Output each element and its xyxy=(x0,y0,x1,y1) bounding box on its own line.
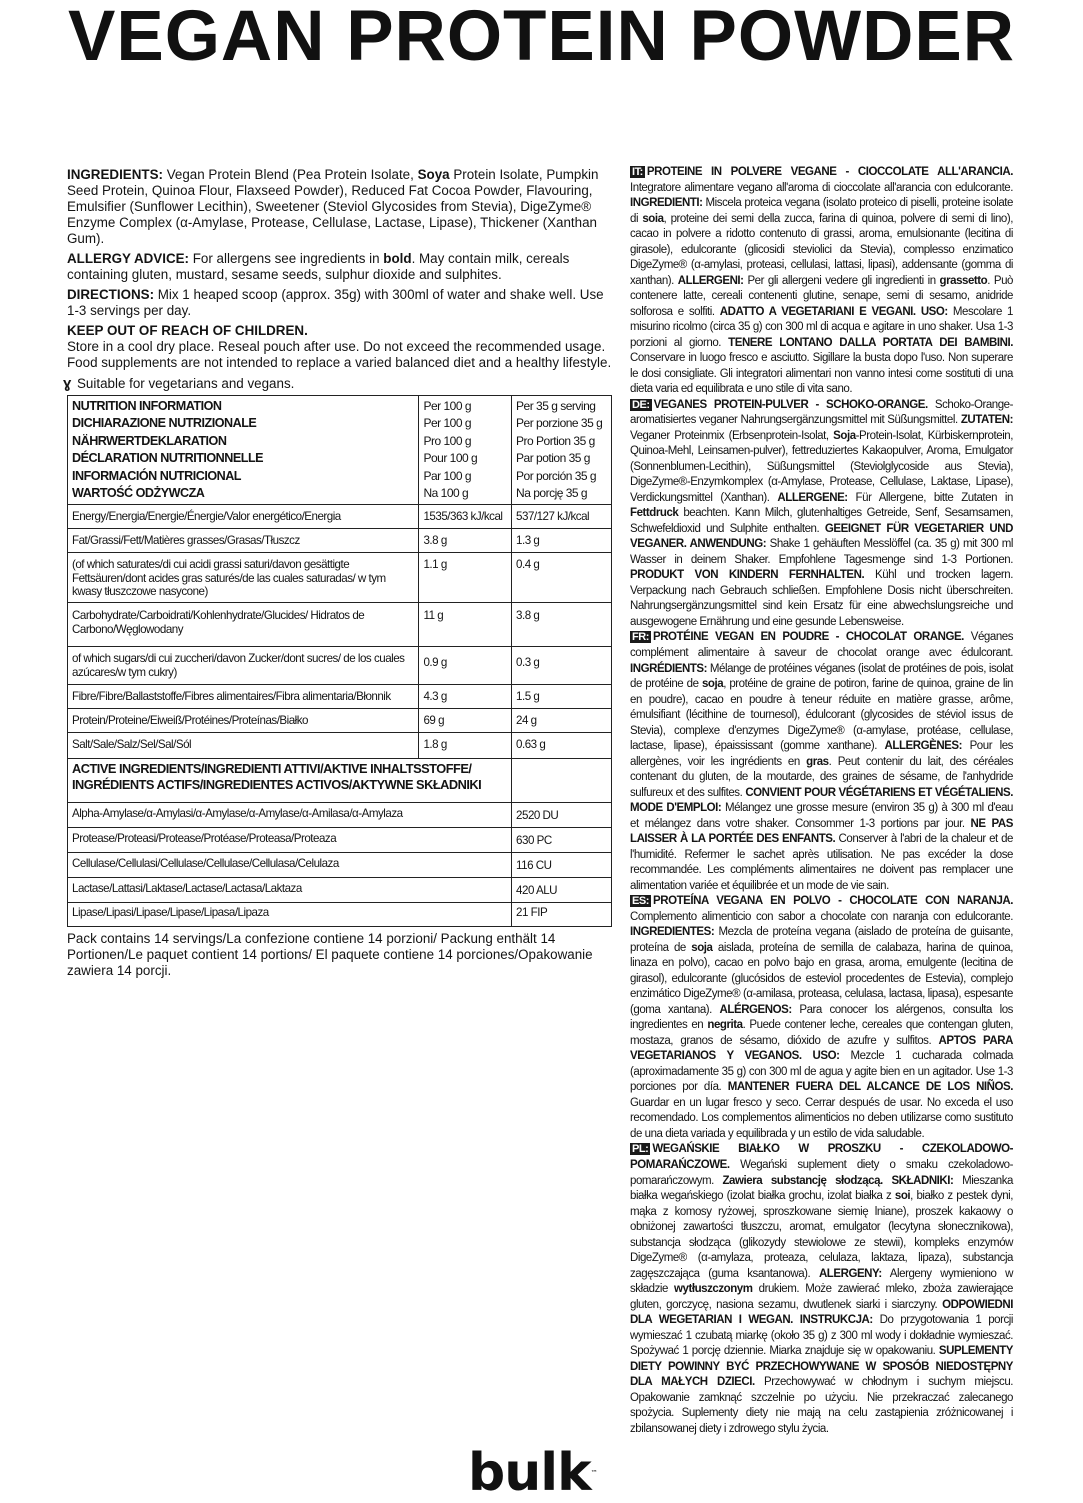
table-row: Lipase/Lipasi/Lipase/Lipase/Lipasa/Lipaza 21 FIP xyxy=(68,903,612,927)
table-row: of which sugars/di cui zuccheri/davon Zucker/dont sucres/ de los cuales azúcares/w tym cukry) 0.9 g 0.3 g xyxy=(68,647,612,685)
keep-out-warning: KEEP OUT OF REACH OF CHILDREN. xyxy=(67,323,308,338)
spanish-section: ES: PROTEÍNA VEGANA EN POLVO - CHOCOLATE CON NARANJA. Complemento alimenticio con sabor a chocolate con naranja con edulcorante. INGREDIENTES: Mezcla de proteína vegana (aislado de proteína de guisante, proteína de soja aislada, proteína de semilla de calabaza, harina de quinoa, linaza en polvo), cacao en polvo bajo en grasa, aroma, emulgente (lecitina de girasol), edulcorante (glucósidos de esteviol procedentes de Estevia), complejo enzimático DigeZyme® (α-amilasa, proteasa, celulasa, lactasa, lipasa), espesante (goma xantana). ALÉRGENOS: Para conocer los alérgenos, consulta los ingredientes en negrita. Puede contener leche, cereales que contengan gluten, mostaza, granos de sésamo, dióxido de azufre y sulfitos. APTOS PARA VEGETARIANOS Y VEGANOS. USO: Mezcle 1 cucharada colmada (aproximadamente 35 g) con 300 ml de agua y agite bien en un agitador. Use 1-3 porciones por día. MANTENER FUERA DEL ALCANCE DE LOS NIÑOS. Guardar en un lugar fresco y seco. Cerrar después de usar. No exceda el uso recomendado. Los complementos alimenticios no deben utilizarse como sustituto de una dieta variada y equilibrada y un estilo de vida saludable. xyxy=(630,895,1014,1140)
ingredients-label: INGREDIENTS: xyxy=(67,167,163,182)
lang-tag-es: ES: xyxy=(632,895,649,908)
polish-section: PL: WEGAŃSKIE BIAŁKO W PROSZKU - CZEKOLADOWO-POMARAŃCZOWE. Wegański suplement diety o smaku czekoladowo-pomarańczowym. Zawiera substancję słodzącą. SKŁADNIKI: Mieszanka białka wegańskiego (izolat białka grochu, izolat białka z soi, białko z pestek dyni, mąka z komosy ryżowej, sproszkowane siemię lniane), proszek kakaowy o obniżonej zawartości tłuszczu, aromat, emulgator (lecytyna słonecznikowa), substancja słodząca (glikozydy stewiolowe ze stewii), kompleks enzymów DigeZyme® (α-amylaza, proteaza, celulaza, laktaza, lipaza), substancja zagęszczająca (guma ksantanowa). ALERGENY: Alergeny wymieniono w składzie wytłuszczonym drukiem. Może zawierać mleko, zboża zawierające gluten, gorczycę, nasiona sezamu, dwutlenek siarki i siarczyny. ODPOWIEDNI DLA WEGETARIAN I WEGAN. INSTRUKCJA: Do przygotowania 1 porcji wymieszać 1 czubatą miarkę (około 35 g) z 300 ml wody i dokładnie wymieszać. Spożywać 1 porcję dziennie. Miarka znajduje się w opakowaniu. SUPLEMENTY DIETY POWINNY BYĆ PRZECHOWYWANE W SPOSÓB NIEDOSTĘPNY DLA MAŁYCH DZIECI. Przechowywać w chłodnym i suchym miejscu. Opakowanie zamknąć szczelnie po użyciu. Nie przekraczać zalecanego spożycia. Suplementy diety nie mają na celu zastąpienia zróżnicowanej i zbilansowanej diety i zdrowego stylu życia. xyxy=(630,1143,1014,1435)
ingredients-paragraph: INGREDIENTS: Vegan Protein Blend (Pea Protein Isolate, Soya Protein Isolate, Pumpkin Seed Protein, Quinoa Flour, Flaxseed Powder), Reduced Fat Cocoa Powder, Flavouring, Emulsifier (Sunflower Lecithin), Sweetener (Steviol Glycosides from Stevia), DigeZyme® Enzyme Complex (α-Amylase, Protease, Cellulase, Lactase, Lipase), Thickener (Xanthan Gum). xyxy=(67,167,599,246)
italian-section: IT: PROTEINE IN POLVERE VEGANE - CIOCCOLATE ALL'ARANCIA. Integratore alimentare vegano all'aroma di cioccolate all'arancia con edulcorante. INGREDIENTI: Miscela proteica vegana (isolato proteico di piselli, proteine isolate di soia, proteine dei semi della zucca, farina di quinoa, polvere di semi di lino), cacao in polvere a ridotto contenuto di grassi, aroma, emulsionante (lecitina di girasole), edulcorante (glicosidi steviolici da Stevia), complesso enzimatico DigeZyme® (α-amylasi, proteasi, cellulasi, lattasi, lipasi), addensante (gomma di xanthan). ALLERGENI: Per gli allergeni vedere gli ingredienti in grassetto. Può contenere latte, cereali contenenti glutine, senape, semi di sesamo, anidride solforosa e solfiti. ADATTO A VEGETARIANI E VEGANI. USO: Mescolare 1 misurino ricolmo (circa 35 g) con 300 ml di acqua e agitare in uno shaker. Usa 1-3 porzioni al giorno. TENERE LONTANO DALLA PORTATA DEI BAMBINI. Conservare in luogo fresco e asciutto. Sigillare la busta dopo l'uso. Non superare le dosi consigliate. Gli integratori alimentari non vanno intesi come sostituti di una dieta varia ed equilibrata e uno stile di vita sano. xyxy=(630,166,1013,396)
english-label-column xyxy=(63,167,612,993)
multilingual-column xyxy=(630,165,1013,1437)
lang-tag-it: IT: xyxy=(632,166,643,178)
table-row: Fat/Grassi/Fett/Matières grasses/Grasas/Tłuszcz 3.8 g 1.3 g xyxy=(68,529,612,553)
bulk-logo: bulk™ xyxy=(468,1443,597,1503)
table-row: Salt/Sale/Salz/Sel/Sal/Sól 1.8 g 0.63 g xyxy=(68,733,612,759)
lang-tag-pl: PL: xyxy=(632,1143,649,1156)
table-row: Alpha-Amylase/α-Amylasi/α-Amylase/α-Amylase/α-Amilasa/α-Amylaza 2520 DU xyxy=(68,803,612,828)
french-section: FR: PROTÉINE VEGAN EN POUDRE - CHOCOLAT ORANGE. Véganes complément alimentaire à saveur de chocolat orange avec édulcorant. INGRÉDIENTS: Mélange de protéines véganes (isolat de protéines de pois, isolat de protéine de soja, protéine de graine de potiron, farine de quinoa, graine de lin en poudre), cacao en poudre à teneur réduite en matière grasse, arôme, émulsifiant (lécithine de tournesol), édulcorant (glycosides de stéviol issus de Stevia), complexe d'enzymes DigeZyme® (α-amylase, protéase, cellulase, lactase, lipase), épaississant (gomme xanthane). ALLERGÈNES: Pour les allergènes, voir les ingrédients en gras. Peut contenir du lait, des céréales contenant du gluten, de la moutarde, des graines de sésame, de l'anhydride sulfureux et des sulfites. CONVIENT POUR VÉGÉTARIENS ET VÉGÉTALIENS. MODE D'EMPLOI: Mélangez une grosse mesure (environ 35 g) à 300 ml d'eau et mélangez dans votre shaker. Consommer 1-3 portions par jour. NE PAS LAISSER À LA PORTÉE DES ENFANTS. Conserver à l'abri de la chaleur et de l'humidité. Refermer le sachet après utilisation. Ne pas excéder la dose recommandée. Les compléments alimentaires ne doivent pas remplacer une alimentation variée et équilibrée et un mode de vie sain. xyxy=(630,631,1014,892)
table-row: Carbohydrate/Carboidrati/Kohlenhydrate/Glucides/ Hidratos de Carbono/Węglowodany 11 g 3.8 g xyxy=(68,603,612,647)
table-row: Energy/Energia/Energie/Énergie/Valor energético/Energia 1535/363 kJ/kcal 537/127 kJ/kcal xyxy=(68,505,612,529)
per-100g-header: Per 100 g Per 100 g Pro 100 g Pour 100 g Par 100 g Na 100 g xyxy=(419,396,512,505)
page-title: VEGAN PROTEIN POWDER xyxy=(67,0,1016,76)
storage-paragraph: Store in a cool dry place. Reseal pouch after use. Do not exceed the recommended usage. Food supplements are not intended to replace a varied balanced diet and a healthy lifestyle. xyxy=(67,339,612,370)
nutrition-title-cell: NUTRITION INFORMATION DICHIARAZIONE NUTRIZIONALE NÄHRWERTDEKLARATION DÉCLARATION NUTRITIONNELLE INFORMACIÓN NUTRICIONAL WARTOŚĆ ODŻYWCZA xyxy=(68,396,419,505)
german-section: DE: VEGANES PROTEIN-PULVER - SCHOKO-ORANGE. Schoko-Orange-aromatisiertes veganer Nahrungsergänzungsmittel mit Süßungsmittel. ZUTATEN: Veganer Proteinmix (Erbsenprotein-Isolat, Soja-Protein-Isolat, Kürbiskernprotein, Quinoa-Mehl, Leinsamen-pulver), fettreduziertes Kakaopulver, Aroma, Emulgator (Sonnenblumen-Lecithin), Süßungsmittel (Steviolglycoside aus Stevia), DigeZyme®-Enzymkomplex (α-Amylase, Protease, Cellulase, Laktase, Lipase), Verdickungsmittel (Xanthan). ALLERGENE: Für Allergene, bitte Zutaten in Fettdruck beachten. Kann Milch, glutenhaltiges Getreide, Senf, Sesamsamen, Schwefeldioxid und Sulphite enthalten. GEEIGNET FÜR VEGETARIER UND VEGANER. ANWENDUNG: Shake 1 gehäuften Messlöffel (ca. 35 g) mit 300 ml Wasser in deinem Shaker. Empfohlene Tagesmenge sind 1-3 Portionen. PRODUKT VON KINDERN FERNHALTEN. Kühl und trocken lagern. Verpackung nach Gebrauch schließen. Empfohlene Dosis nicht überschreiten. Nahrungsergänzungsmittel sind kein Ersatz für eine abwechslungsreiche und ausgewogene Ernährung und eine gesunde Lebensweise. xyxy=(630,398,1014,628)
directions-label: DIRECTIONS: xyxy=(67,287,155,302)
allergy-paragraph: ALLERGY ADVICE: For allergens see ingredients in bold. May contain milk, cereals containing gluten, mustard, sesame seeds, sulphur dioxide and sulphites. xyxy=(67,251,570,282)
pack-servings-text: Pack contains 14 servings/La confezione contiene 14 porzioni/ Packung enthält 14 Portionen/Le paquet contient 14 portions/ El paquete contiene 14 porciones/Opakowanie zawiera 14 porcji. xyxy=(67,931,593,979)
table-row: Fibre/Fibre/Ballaststoffe/Fibres alimentaires/Fibra alimentaria/Błonnik 4.3 g 1.5 g xyxy=(68,685,612,709)
allergy-label: ALLERGY ADVICE: xyxy=(67,251,190,266)
leaf-icon: ɣ xyxy=(63,375,72,392)
lang-tag-fr: FR: xyxy=(632,631,649,644)
table-row: Lactase/Lattasi/Laktase/Lactase/Lactasa/Laktaza 420 ALU xyxy=(68,878,612,903)
directions-paragraph: DIRECTIONS: Mix 1 heaped scoop (approx. 35g) with 300ml of water and shake well. Use 1-3 servings per day. xyxy=(67,287,604,318)
nutrition-table xyxy=(67,395,612,927)
suitable-line: ɣ Suitable for vegetarians and vegans. xyxy=(63,375,295,392)
trademark-symbol: ™ xyxy=(590,1469,597,1477)
lang-tag-de: DE: xyxy=(632,398,650,411)
table-row: Cellulase/Cellulasi/Cellulase/Cellulase/Cellulasa/Celulaza 116 CU xyxy=(68,853,612,878)
table-row: (of which saturates/di cui acidi grassi saturi/davon gesättigte Fettsäuren/dont acides gras saturés/de las cuales saturadas/ w tym kwasy tłuszczowe nasycone) 1.1 g 0.4 g xyxy=(68,553,612,603)
table-row: Protease/Proteasi/Protease/Protéase/Proteasa/Proteaza 630 PC xyxy=(68,828,612,853)
nutrition-header-row xyxy=(68,396,612,505)
table-row: Protein/Proteine/Eiweiß/Protéines/Proteínas/Białko 69 g 24 g xyxy=(68,709,612,733)
per-serving-header: Per 35 g serving Per porzione 35 g Pro Portion 35 g Par potion 35 g Por porción 35 g Na porcję 35 g xyxy=(512,396,612,505)
active-ingredients-header-row: ACTIVE INGREDIENTS/INGREDIENTI ATTIVI/AKTIVE INHALTSSTOFFE/ INGRÉDIENTS ACTIFS/INGREDIENTES ACTIVOS/AKTYWNE SKŁADNIKI xyxy=(68,759,612,803)
